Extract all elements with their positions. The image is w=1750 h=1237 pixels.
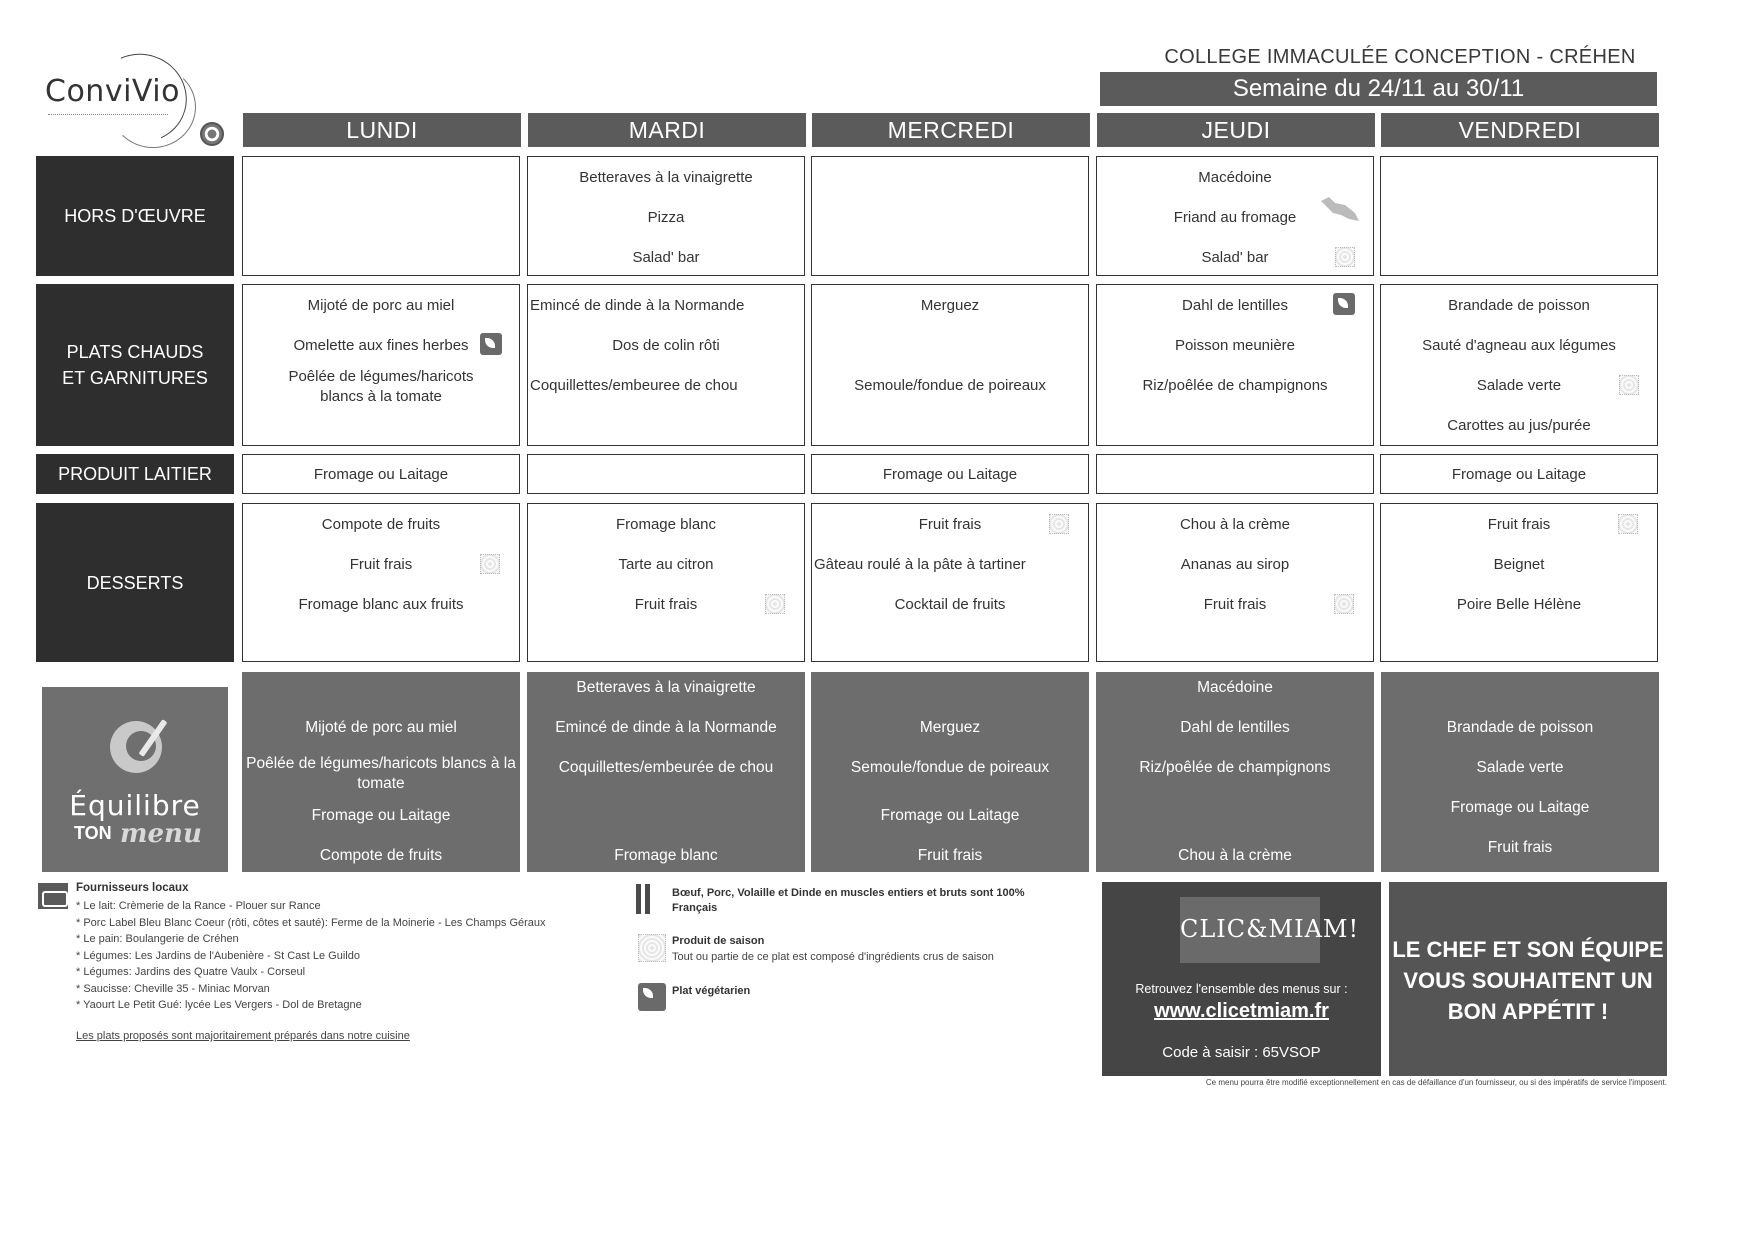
cell-desserts-vendredi [1380, 503, 1658, 662]
cell-hors-jeudi [1096, 156, 1374, 276]
equilibre-ton-menu-logo [42, 687, 228, 872]
decorative-animal-icon [1319, 193, 1361, 225]
menu-item: Fruit frais [1487, 839, 1553, 856]
legend-season-desc: Tout ou partie de ce plat est composé d'ingrédients crus de saison [672, 951, 994, 963]
day-header-vendredi: VENDREDI [1381, 113, 1659, 147]
row-header-plats [36, 284, 234, 446]
clicmiam-text: Retrouvez l'ensemble des menus sur : [1135, 982, 1348, 996]
logo-text: ConviVio [45, 74, 180, 109]
logo-tagline [48, 114, 168, 117]
menu-item: Fromage ou Laitage [1450, 799, 1590, 816]
seasonal-product-icon [638, 934, 666, 962]
cell-desserts-jeudi [1096, 503, 1374, 662]
cell-hors-mercredi [811, 156, 1089, 276]
menu-item: Compote de fruits [319, 847, 443, 864]
cell-desserts-mardi [527, 503, 805, 662]
menu-item: Cocktail de fruits [894, 596, 1006, 613]
seasonal-product-icon [1619, 375, 1639, 395]
cell-laitier-mardi [527, 454, 805, 494]
menu-item: Omelette aux fines herbes [293, 337, 469, 354]
menu-item: Dahl de lentilles [1182, 297, 1288, 314]
menu-item: Riz/poêlée de champignons [1142, 377, 1328, 394]
supplier-line: * Le lait: Crèmerie de la Rance - Plouer sur Rance [76, 900, 321, 912]
menu-item: Fruit frais [1487, 516, 1551, 533]
menu-item: Sauté d'agneau aux légumes [1422, 337, 1616, 354]
disclaimer: Ce menu pourra être modifié exceptionnellement en cas de défaillance d'un fournisseur, ou si des impératifs de service l'imposent. [1205, 1078, 1667, 1087]
suppliers-list [76, 898, 546, 1014]
suppliers-footer-note: Les plats proposés sont majoritairement préparés dans notre cuisine [76, 1030, 410, 1042]
school-name: COLLEGE IMMACULÉE CONCEPTION - CRÉHEN [1164, 46, 1636, 68]
convivio-logo [40, 52, 190, 142]
menu-item: Emincé de dinde à la Normande [530, 297, 745, 314]
menu-item: Fruit frais [918, 516, 982, 533]
menu-item: Salade verte [1476, 759, 1564, 776]
cell-plats-lundi [242, 284, 520, 446]
menu-item: Coquillettes/embeuree de chou [530, 377, 738, 394]
balanced-menu-vendredi [1381, 672, 1659, 872]
cell-laitier-vendredi [1380, 454, 1658, 494]
cell-plats-jeudi [1096, 284, 1374, 446]
tractor-icon [38, 883, 68, 909]
clicmiam-code: Code à saisir : 65VSOP [1162, 1044, 1321, 1061]
cell-laitier-lundi [242, 454, 520, 494]
equilibre-menu: menu [120, 819, 202, 849]
school-crest-icon [200, 122, 224, 146]
menu-item: Merguez [920, 297, 980, 314]
menu-item: Poisson meunière [1174, 337, 1296, 354]
menu-item: Salad' bar [632, 249, 700, 266]
seasonal-product-icon [1618, 514, 1638, 534]
menu-item: Poêlée de légumes/haricots [288, 368, 474, 385]
row-header-hors-doeuvre: HORS D'ŒUVRE [36, 156, 234, 276]
menu-item: Carottes au jus/purée [1447, 417, 1591, 434]
menu-item: Riz/poêlée de champignons [1139, 759, 1331, 776]
supplier-line: * Légumes: Jardins des Quatre Vaulx - Corseul [76, 966, 306, 978]
menu-item: Friand au fromage [1173, 209, 1297, 226]
balanced-menu-mercredi [811, 672, 1089, 872]
vegetarian-leaf-icon [1333, 293, 1355, 315]
menu-item: Poêlée de légumes/haricots blancs à la [246, 755, 516, 772]
menu-item: blancs à la tomate [320, 388, 442, 405]
legend-season-title: Produit de saison [672, 935, 765, 947]
seasonal-product-icon [1049, 514, 1069, 534]
clicmiam-panel [1102, 882, 1381, 1076]
menu-item: Pizza [647, 209, 685, 226]
menu-item: Betteraves à la vinaigrette [579, 169, 753, 186]
cell-hors-mardi [527, 156, 805, 276]
seasonal-product-icon [765, 594, 785, 614]
clicmiam-logo: CLIC&MIAM! [1180, 897, 1320, 963]
menu-item: Fromage ou Laitage [1451, 466, 1587, 483]
menu-item: Beignet [1493, 556, 1545, 573]
menu-item: Fruit frais [917, 847, 983, 864]
balanced-menu-jeudi [1096, 672, 1374, 872]
menu-item: Chou à la crème [1179, 516, 1291, 533]
row-header-desserts: DESSERTS [36, 503, 234, 662]
menu-item: Fromage ou Laitage [880, 807, 1020, 824]
menu-item: Fromage blanc [615, 516, 717, 533]
suppliers-title: Fournisseurs locaux [76, 882, 189, 894]
supplier-line: * Légumes: Les Jardins de l'Aubenière - St Cast Le Guildo [76, 949, 360, 962]
menu-item: Fromage ou Laitage [313, 466, 449, 483]
balanced-menu-lundi [242, 672, 520, 872]
menu-item: Fruit frais [349, 556, 413, 573]
menu-item: Compote de fruits [321, 516, 441, 533]
balanced-menu-mardi [527, 672, 805, 872]
row-header-plats-line1: PLATS CHAUDS [66, 342, 204, 362]
menu-item: Semoule/fondue de poireaux [854, 377, 1046, 394]
menu-item: Fromage blanc aux fruits [298, 596, 464, 613]
legend-vegetarian: Plat végétarien [672, 985, 751, 997]
menu-item: Ananas au sirop [1180, 556, 1290, 573]
menu-item: Fromage ou Laitage [882, 466, 1018, 483]
supplier-line: * Yaourt Le Petit Gué: lycée Les Vergers - Dol de Bretagne [76, 999, 362, 1011]
menu-item: Merguez [919, 719, 981, 736]
equilibre-ton: TON [74, 823, 112, 843]
menu-item: Salade verte [1476, 377, 1562, 394]
cell-plats-mardi [527, 284, 805, 446]
clicmiam-url-link[interactable]: www.clicetmiam.fr [1154, 1000, 1329, 1022]
supplier-line: * Le pain: Boulangerie de Créhen [76, 933, 239, 945]
menu-item: Fromage ou Laitage [311, 807, 451, 824]
day-header-mardi: MARDI [528, 113, 806, 147]
vegetarian-leaf-icon [480, 333, 502, 355]
seasonal-product-icon [1335, 247, 1355, 267]
menu-item: Brandade de poisson [1448, 297, 1590, 314]
supplier-line: * Saucisse: Cheville 35 - Miniac Morvan [76, 982, 270, 995]
row-header-produit-laitier: PRODUIT LAITIER [36, 454, 234, 494]
french-meat-flag-icon [645, 884, 650, 914]
cell-desserts-lundi [242, 503, 520, 662]
cell-laitier-jeudi [1096, 454, 1374, 494]
chef-line-1: LE CHEF ET SON ÉQUIPE [1392, 937, 1664, 962]
menu-item: Macédoine [1197, 679, 1273, 696]
legend-meat-origin: Bœuf, Porc, Volaille et Dinde en muscles entiers et bruts sont 100% Français [672, 887, 1025, 914]
equilibre-title: Équilibre [69, 789, 201, 822]
menu-item: Mijoté de porc au miel [305, 719, 457, 736]
row-header-plats-line2: ET GARNITURES [62, 368, 208, 388]
menu-item: tomate [357, 775, 405, 792]
menu-item: Tarte au citron [618, 556, 714, 573]
menu-item: Salad' bar [1201, 249, 1269, 266]
day-header-jeudi: JEUDI [1097, 113, 1375, 147]
menu-item: Fruit frais [1203, 596, 1267, 613]
menu-item: Macédoine [1198, 169, 1272, 186]
day-header-lundi: LUNDI [243, 113, 521, 147]
vegetarian-leaf-icon [638, 983, 666, 1011]
cell-laitier-mercredi [811, 454, 1089, 494]
chef-line-3: BON APPÉTIT ! [1447, 999, 1609, 1024]
cell-hors-vendredi [1380, 156, 1658, 276]
menu-item: Gâteau roulé à la pâte à tartiner [814, 556, 1026, 573]
supplier-line: * Porc Label Bleu Blanc Coeur (rôti, côtes et sauté): Ferme de la Moinerie - Les Champs Géraux [76, 916, 546, 929]
menu-item: Mijoté de porc au miel [307, 297, 455, 314]
menu-item: Chou à la crème [1178, 847, 1292, 864]
cell-plats-mercredi [811, 284, 1089, 446]
menu-item: Semoule/fondue de poireaux [850, 759, 1050, 776]
week-banner: Semaine du 24/11 au 30/11 [1100, 72, 1657, 106]
cell-desserts-mercredi [811, 503, 1089, 662]
seasonal-product-icon [480, 554, 500, 574]
menu-item: Poire Belle Hélène [1456, 596, 1582, 613]
chef-message [1389, 882, 1667, 1076]
day-header-mercredi: MERCREDI [812, 113, 1090, 147]
menu-item: Betteraves à la vinaigrette [576, 679, 756, 696]
menu-item: Coquillettes/embeurée de chou [558, 759, 774, 776]
menu-item: Fruit frais [634, 596, 698, 613]
menu-item: Fromage blanc [614, 847, 718, 864]
menu-item: Brandade de poisson [1446, 719, 1594, 736]
menu-item: Dahl de lentilles [1180, 719, 1290, 736]
menu-item: Emincé de dinde à la Normande [555, 719, 777, 736]
cell-plats-vendredi [1380, 284, 1658, 446]
cell-hors-lundi [242, 156, 520, 276]
chef-line-2: VOUS SOUHAITENT UN [1403, 968, 1653, 993]
menu-item: Dos de colin rôti [612, 337, 720, 354]
french-meat-flag-icon [636, 884, 641, 914]
seasonal-product-icon [1334, 594, 1354, 614]
